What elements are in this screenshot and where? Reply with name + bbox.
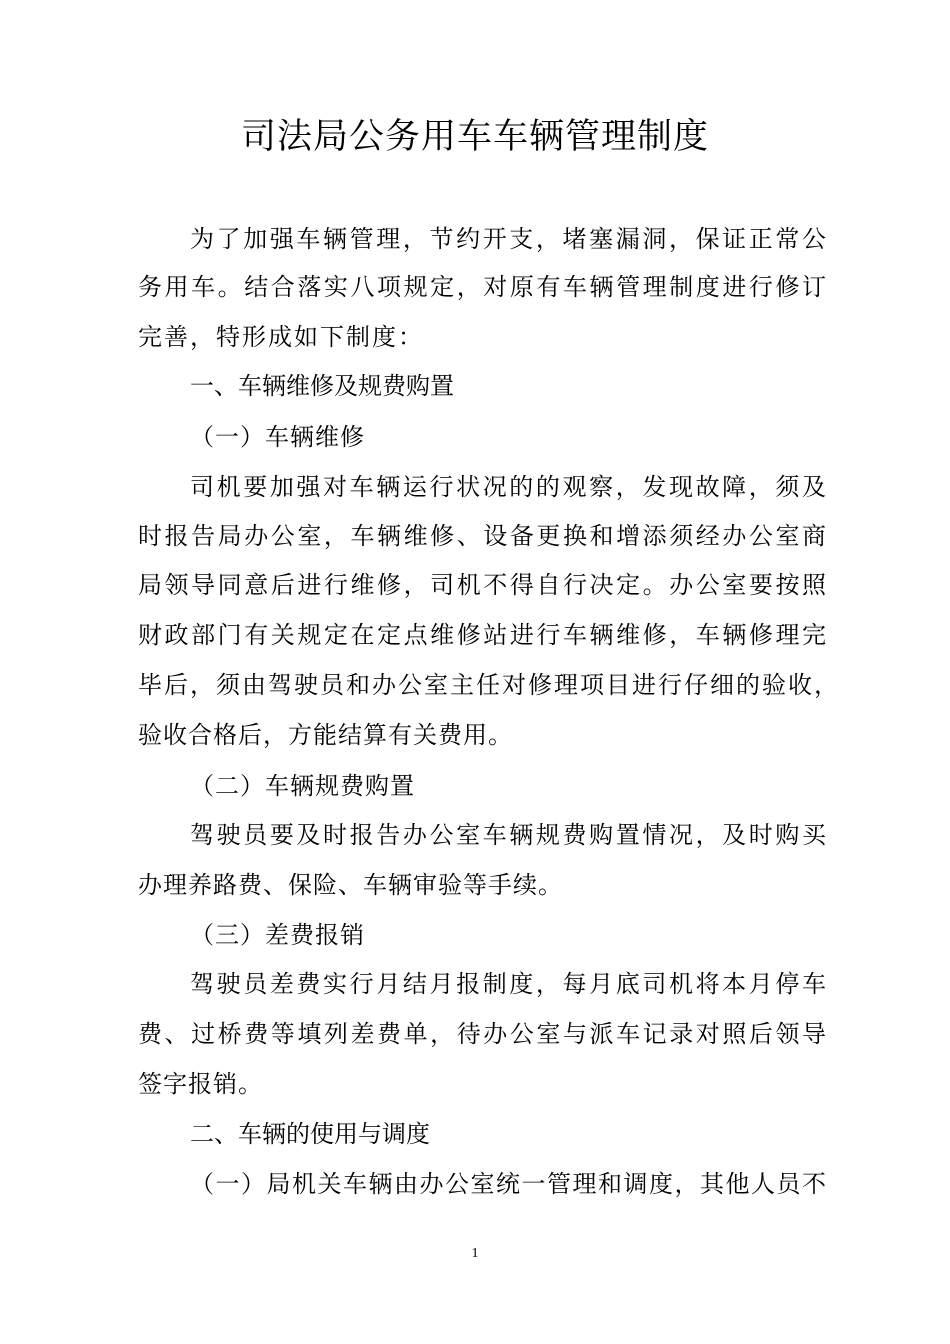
paragraph-line: 财政部门有关规定在定点维修站进行车辆维修，车辆修理完 — [138, 621, 826, 649]
document-title: 司法局公务用车车辆管理制度 — [240, 117, 709, 157]
paragraph-line: 驾驶员要及时报告办公室车辆规费购置情况，及时购买 — [190, 821, 826, 849]
paragraph-line: （一）局机关车辆由办公室统一管理和调度，其他人员不 — [190, 1170, 826, 1198]
paragraph-line: 签字报销。 — [138, 1070, 263, 1098]
section-1-sub-1-heading: （一）车辆维修 — [190, 423, 365, 451]
paragraph-line: 司机要加强对车辆运行状况的的观察，发现故障，须及 — [190, 473, 826, 501]
paragraph-line: 时报告局办公室，车辆维修、设备更换和增添须经办公室商 — [138, 522, 826, 550]
paragraph-line: 验收合格后，方能结算有关费用。 — [138, 721, 513, 749]
section-2-heading: 二、车辆的使用与调度 — [190, 1120, 430, 1148]
section-1-sub-2-heading: （二）车辆规费购置 — [190, 772, 415, 800]
intro-line-3: 完善，特形成如下制度： — [138, 323, 424, 351]
page-number: 1 — [471, 1246, 479, 1261]
paragraph-line: 毕后，须由驾驶员和办公室主任对修理项目进行仔细的验收， — [138, 671, 838, 699]
paragraph-line: 局领导同意后进行维修，司机不得自行决定。办公室要按照 — [138, 571, 826, 599]
paragraph-line: 办理养路费、保险、车辆审验等手续。 — [138, 871, 563, 899]
paragraph-line: 费、过桥费等填列差费单，待办公室与派车记录对照后领导 — [138, 1020, 826, 1048]
section-1-heading: 一、车辆维修及规费购置 — [190, 372, 454, 400]
paragraph-line: 驾驶员差费实行月结月报制度，每月底司机将本月停车 — [190, 970, 826, 998]
section-1-sub-3-heading: （三）差费报销 — [190, 921, 365, 949]
intro-line-2: 务用车。结合落实八项规定，对原有车辆管理制度进行修订 — [138, 273, 826, 301]
intro-line-1: 为了加强车辆管理，节约开支，堵塞漏洞，保证正常公 — [190, 225, 826, 253]
